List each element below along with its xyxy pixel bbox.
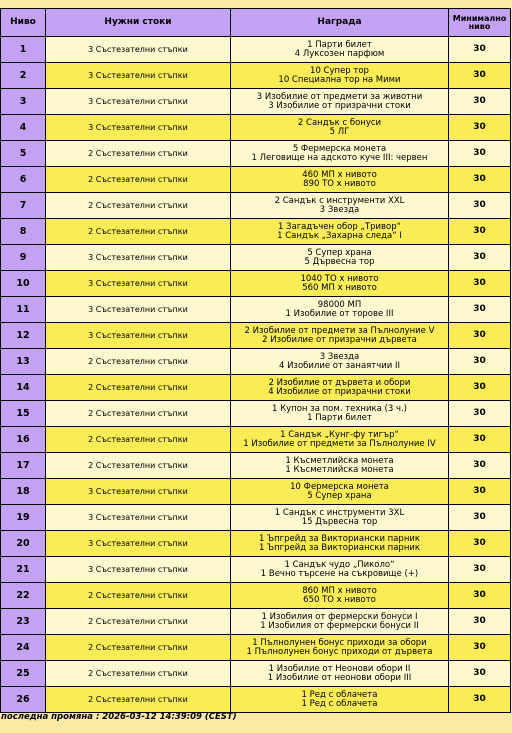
min-level-cell: 30 [449, 557, 511, 583]
min-level-cell: 30 [449, 661, 511, 687]
goods-cell: 2 Състезателни стъпки [46, 635, 231, 661]
goods-cell: 2 Състезателни стъпки [46, 453, 231, 479]
reward-line: 3 Изобилие от призрачни стоки [268, 100, 411, 111]
min-level-cell: 30 [449, 479, 511, 505]
reward-cell [231, 63, 449, 89]
reward-cell [231, 479, 449, 505]
reward-line: 2 Изобилие от предмети за Пълнолуние V [244, 325, 435, 336]
reward-line: 5 Супер храна [307, 247, 372, 258]
goods-cell: 3 Състезателни стъпки [46, 297, 231, 323]
reward-line: 1 Леговище на адското куче III: червен [251, 152, 428, 163]
last-modified-footer: последна промяна : 2026-03-12 14:39:09 (CEST) [1, 712, 237, 722]
reward-cell [231, 245, 449, 271]
reward-line: 650 ТО х нивото [303, 594, 376, 605]
reward-line: 1 Изобилие от Неонови обори II [268, 663, 411, 674]
reward-line: 1 Сандък „Кунг-фу тигър“ [280, 429, 399, 440]
table-row [1, 37, 511, 63]
goods-cell: 3 Състезателни стъпки [46, 89, 231, 115]
reward-cell [231, 219, 449, 245]
min-level-cell: 30 [449, 375, 511, 401]
min-level-cell: 30 [449, 583, 511, 609]
reward-line: 10 Супер тор [310, 65, 369, 76]
reward-cell [231, 609, 449, 635]
table-row [1, 115, 511, 141]
goods-cell: 3 Състезателни стъпки [46, 115, 231, 141]
header-level: Ниво [1, 9, 46, 37]
min-level-cell: 30 [449, 323, 511, 349]
reward-cell [231, 453, 449, 479]
level-cell: 8 [1, 219, 46, 245]
goods-cell: 2 Състезателни стъпки [46, 687, 231, 713]
level-cell: 4 [1, 115, 46, 141]
reward-line: 10 Специална тор на Мими [278, 74, 401, 85]
reward-line: 98000 МП [317, 299, 362, 310]
reward-line: 3 Изобилие от предмети за животни [256, 91, 423, 102]
min-level-cell: 30 [449, 453, 511, 479]
reward-cell [231, 505, 449, 531]
level-cell: 23 [1, 609, 46, 635]
min-level-cell: 30 [449, 271, 511, 297]
reward-line: 5 ЛГ [329, 126, 350, 137]
level-cell: 6 [1, 167, 46, 193]
min-level-cell: 30 [449, 427, 511, 453]
reward-cell [231, 141, 449, 167]
level-cell: 20 [1, 531, 46, 557]
level-cell: 25 [1, 661, 46, 687]
header-goods: Нужни стоки [46, 9, 231, 37]
reward-line: 1 Парти билет [307, 39, 372, 50]
reward-cell [231, 167, 449, 193]
reward-line: 2 Сандък с инструменти XXL [274, 195, 405, 206]
level-cell: 9 [1, 245, 46, 271]
min-level-cell: 30 [449, 635, 511, 661]
reward-cell [231, 557, 449, 583]
reward-line: 2 Изобилие от дървета и обори [268, 377, 411, 388]
reward-line: 1 Ред с облачета [301, 689, 378, 700]
reward-cell [231, 531, 449, 557]
reward-line: 1 Изобилие от торове III [285, 308, 394, 319]
table-row [1, 193, 511, 219]
table-row [1, 297, 511, 323]
reward-line: 890 ТО х нивото [303, 178, 376, 189]
level-cell: 5 [1, 141, 46, 167]
table-row [1, 583, 511, 609]
reward-line: 1 Ред с облачета [301, 698, 378, 709]
goods-cell: 3 Състезателни стъпки [46, 531, 231, 557]
table-row [1, 557, 511, 583]
min-level-cell: 30 [449, 115, 511, 141]
level-cell: 22 [1, 583, 46, 609]
goods-cell: 2 Състезателни стъпки [46, 141, 231, 167]
reward-cell [231, 271, 449, 297]
header-min-level [449, 9, 511, 37]
goods-cell: 2 Състезателни стъпки [46, 661, 231, 687]
goods-cell: 3 Състезателни стъпки [46, 505, 231, 531]
min-level-cell: 30 [449, 401, 511, 427]
min-level-cell: 30 [449, 63, 511, 89]
reward-line: 1 Сандък чудо „Пиколо“ [284, 559, 395, 570]
reward-cell [231, 583, 449, 609]
table-row [1, 167, 511, 193]
reward-line: 1 Изобилие от неонови обори III [267, 672, 412, 683]
reward-line: 5 Супер храна [307, 490, 372, 501]
reward-line: 1 Ъпгрейд за Викториански парник [258, 542, 421, 553]
reward-line: 1 Купон за пом. техника (3 ч.) [272, 403, 407, 414]
table-row [1, 609, 511, 635]
goods-cell: 2 Състезателни стъпки [46, 583, 231, 609]
reward-line: 1 Сандък с инструменти 3XL [274, 507, 405, 518]
min-level-cell: 30 [449, 219, 511, 245]
min-level-cell: 30 [449, 37, 511, 63]
level-cell: 14 [1, 375, 46, 401]
goods-cell: 2 Състезателни стъпки [46, 609, 231, 635]
table-row [1, 245, 511, 271]
table-row [1, 89, 511, 115]
reward-cell [231, 349, 449, 375]
table-row [1, 63, 511, 89]
header-reward: Награда [231, 9, 449, 37]
level-cell: 16 [1, 427, 46, 453]
level-cell: 18 [1, 479, 46, 505]
reward-line: 5 Дървесна тор [304, 256, 375, 267]
reward-line: 3 Звезда [319, 204, 360, 215]
table-body [1, 37, 511, 713]
reward-line: 10 Фермерска монета [290, 481, 389, 492]
reward-line: 1 Сандък „Захарна следа“ I [277, 230, 402, 241]
table-row [1, 531, 511, 557]
level-cell: 1 [1, 37, 46, 63]
table-row [1, 401, 511, 427]
goods-cell: 3 Състезателни стъпки [46, 323, 231, 349]
goods-cell: 3 Състезателни стъпки [46, 557, 231, 583]
reward-cell [231, 297, 449, 323]
min-level-cell: 30 [449, 245, 511, 271]
reward-line: 460 МП х нивото [302, 169, 377, 180]
rewards-table-wrapper [0, 8, 510, 713]
reward-line: 1 Ъпгрейд за Викториански парник [258, 533, 421, 544]
level-cell: 21 [1, 557, 46, 583]
rewards-table [0, 8, 511, 713]
min-level-cell: 30 [449, 297, 511, 323]
table-row [1, 453, 511, 479]
min-level-cell: 30 [449, 193, 511, 219]
reward-cell [231, 375, 449, 401]
goods-cell: 3 Състезателни стъпки [46, 271, 231, 297]
reward-line: 560 МП х нивото [302, 282, 377, 293]
reward-line: 1 Парти билет [307, 412, 372, 423]
table-row [1, 505, 511, 531]
reward-line: 1 Изобилие от предмети за Пълнолуние IV [243, 438, 436, 449]
reward-cell [231, 323, 449, 349]
reward-line: 2 Изобилие от призрачни дървета [262, 334, 417, 345]
level-cell: 19 [1, 505, 46, 531]
min-level-cell: 30 [449, 89, 511, 115]
goods-cell: 2 Състезателни стъпки [46, 427, 231, 453]
reward-line: 3 Звезда [319, 351, 360, 362]
reward-cell [231, 401, 449, 427]
table-header-row [1, 9, 511, 37]
goods-cell: 2 Състезателни стъпки [46, 375, 231, 401]
table-row [1, 661, 511, 687]
reward-cell [231, 37, 449, 63]
table-row [1, 427, 511, 453]
reward-line: 860 МП х нивото [302, 585, 377, 596]
level-cell: 15 [1, 401, 46, 427]
level-cell: 13 [1, 349, 46, 375]
reward-line: 1 Късметлийска монета [285, 455, 394, 466]
level-cell: 3 [1, 89, 46, 115]
goods-cell: 2 Състезателни стъпки [46, 219, 231, 245]
table-row [1, 635, 511, 661]
table-row [1, 219, 511, 245]
header-min-level-line1: Минимално [452, 13, 507, 23]
level-cell: 11 [1, 297, 46, 323]
reward-cell [231, 635, 449, 661]
min-level-cell: 30 [449, 609, 511, 635]
table-row [1, 323, 511, 349]
reward-line: 4 Изобилие от занаятчии II [278, 360, 401, 371]
reward-line: 1040 ТО х нивото [300, 273, 379, 284]
reward-line: 5 Фермерска монета [292, 143, 387, 154]
level-cell: 26 [1, 687, 46, 713]
goods-cell: 2 Състезателни стъпки [46, 349, 231, 375]
level-cell: 7 [1, 193, 46, 219]
level-cell: 24 [1, 635, 46, 661]
reward-line: 1 Изобилия от фермерски бонуси I [261, 611, 418, 622]
min-level-cell: 30 [449, 531, 511, 557]
level-cell: 10 [1, 271, 46, 297]
header-min-level-line2: ниво [468, 21, 491, 31]
reward-cell [231, 193, 449, 219]
reward-line: 4 Луксозен парфюм [294, 48, 385, 59]
reward-cell [231, 661, 449, 687]
table-row [1, 375, 511, 401]
reward-line: 1 Пълнолунен бонус приходи за обори [252, 637, 427, 648]
reward-cell [231, 115, 449, 141]
table-row [1, 271, 511, 297]
reward-line: 1 Загадъчен обор „Тривор“ [277, 221, 402, 232]
table-row [1, 141, 511, 167]
reward-line: 4 Изобилие от призрачни стоки [268, 386, 411, 397]
reward-line: 1 Пълнолунен бонус приходи от дървета [246, 646, 433, 657]
reward-cell [231, 687, 449, 713]
level-cell: 2 [1, 63, 46, 89]
table-row [1, 479, 511, 505]
table-row [1, 349, 511, 375]
reward-cell [231, 427, 449, 453]
reward-line: 2 Сандък с бонуси [297, 117, 382, 128]
goods-cell: 2 Състезателни стъпки [46, 167, 231, 193]
min-level-cell: 30 [449, 687, 511, 713]
level-cell: 12 [1, 323, 46, 349]
reward-line: 15 Дървесна тор [301, 516, 378, 527]
reward-line: 1 Късметлийска монета [285, 464, 394, 475]
reward-cell [231, 89, 449, 115]
goods-cell: 2 Състезателни стъпки [46, 193, 231, 219]
min-level-cell: 30 [449, 505, 511, 531]
min-level-cell: 30 [449, 349, 511, 375]
reward-line: 1 Изобилия от фермерски бонуси II [260, 620, 419, 631]
goods-cell: 3 Състезателни стъпки [46, 63, 231, 89]
goods-cell: 2 Състезателни стъпки [46, 401, 231, 427]
table-row [1, 687, 511, 713]
goods-cell: 3 Състезателни стъпки [46, 245, 231, 271]
level-cell: 17 [1, 453, 46, 479]
goods-cell: 3 Състезателни стъпки [46, 37, 231, 63]
reward-line: 1 Вечно търсене на съкровище (+) [260, 568, 419, 579]
min-level-cell: 30 [449, 141, 511, 167]
min-level-cell: 30 [449, 167, 511, 193]
goods-cell: 3 Състезателни стъпки [46, 479, 231, 505]
